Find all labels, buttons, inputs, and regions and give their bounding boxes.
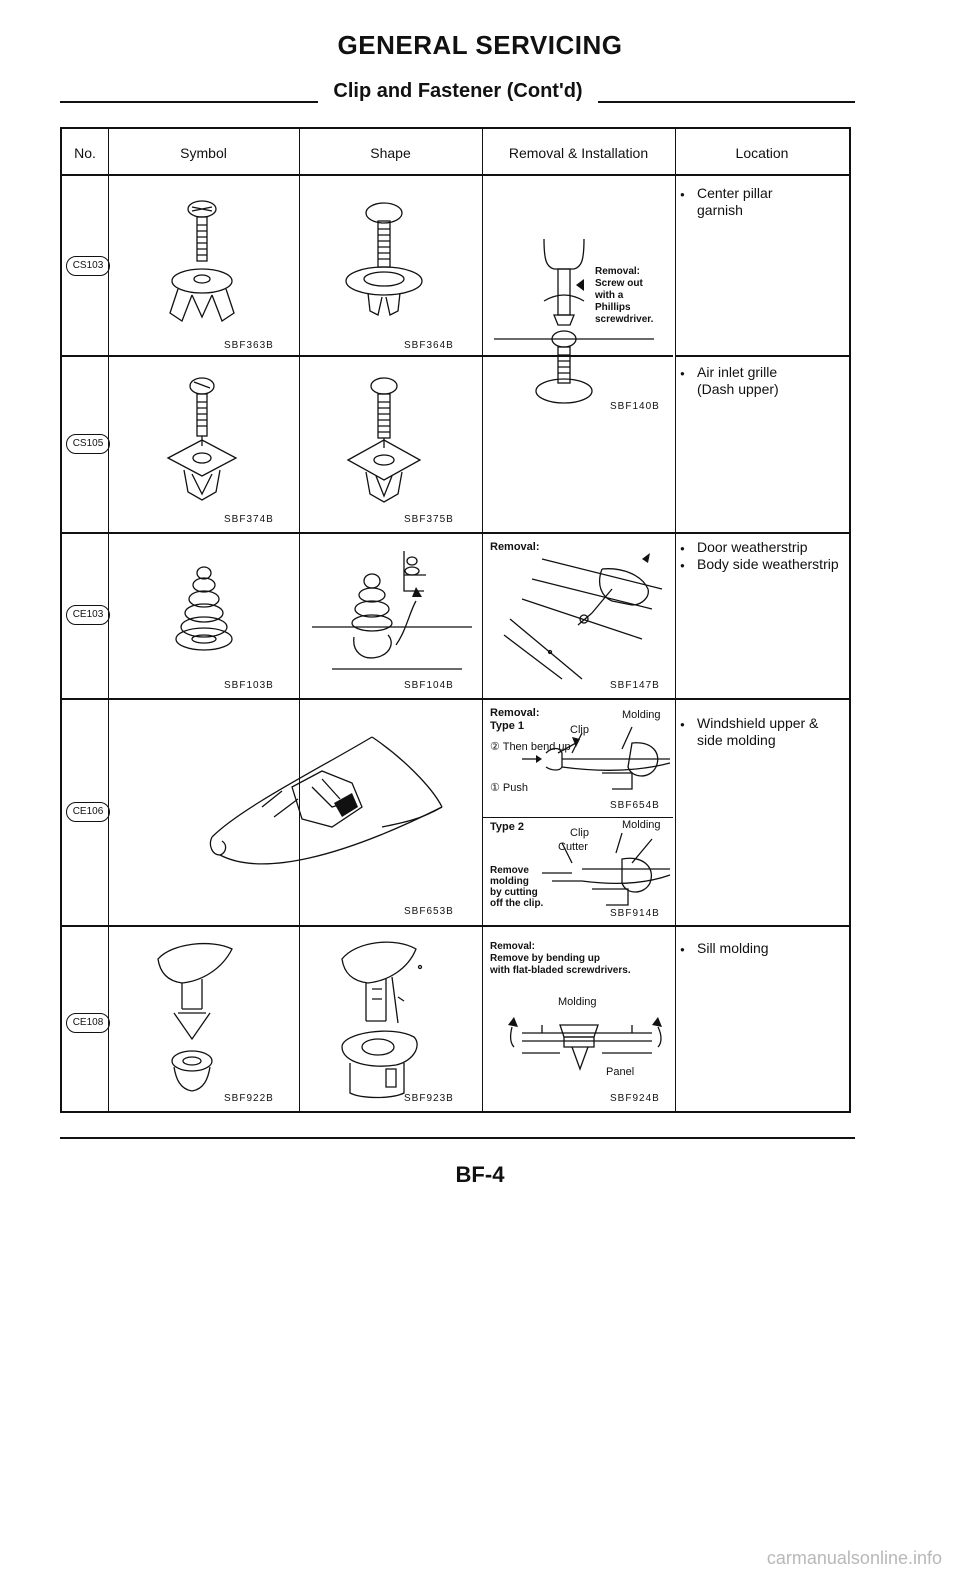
clip-shape-illustration xyxy=(342,374,432,504)
clip-symbol-illustration xyxy=(152,939,242,1099)
watermark: carmanualsonline.info xyxy=(766,1548,942,1568)
header-no: No. xyxy=(74,145,96,161)
molding-removal-type1-illustration xyxy=(502,723,672,795)
row-divider xyxy=(62,532,849,534)
figure-code: SBF147B xyxy=(610,680,660,691)
clip-symbol-illustration xyxy=(162,199,252,329)
step-push: ① Push xyxy=(490,782,528,794)
figure-code: SBF140B xyxy=(610,401,660,412)
page-title: GENERAL SERVICING xyxy=(337,30,623,60)
row-divider xyxy=(62,925,849,927)
location-text: ● Sill molding xyxy=(677,940,847,957)
location-text: ● Air inlet grille (Dash upper) xyxy=(677,364,847,398)
subtitle-row xyxy=(60,80,855,110)
figure-code: SBF375B xyxy=(404,514,454,525)
part-number-badge: CE106 xyxy=(66,802,110,822)
header-symbol: Symbol xyxy=(180,145,227,161)
row-divider xyxy=(675,355,849,357)
row-divider xyxy=(62,174,849,176)
figure-code: SBF914B xyxy=(610,908,660,919)
figure-code: SBF374B xyxy=(224,514,274,525)
row-divider xyxy=(62,698,849,700)
weatherstrip-clip-illustration xyxy=(312,551,472,681)
row-divider-type xyxy=(482,817,673,818)
page-number: BF-4 xyxy=(455,1162,505,1187)
panel-label: Panel xyxy=(606,1066,635,1078)
page-subtitle: Clip and Fastener (Cont'd) xyxy=(333,80,583,102)
removal-note: Removal: Remove by bending up with flat-bladed screwdrivers. xyxy=(490,941,631,976)
clip-shape-illustration xyxy=(332,937,442,1102)
col-divider xyxy=(299,129,300,1111)
footer-rule xyxy=(60,1137,855,1139)
subtitle-rule-right xyxy=(598,101,855,103)
header-removal: Removal & Installation xyxy=(508,145,649,161)
clip-label: Clip xyxy=(570,827,589,839)
step-bend-up: ② Then bend up xyxy=(490,741,571,753)
clip-symbol-illustration xyxy=(162,374,252,504)
sill-molding-removal-illustration xyxy=(502,1007,672,1077)
header-location: Location xyxy=(735,145,789,161)
type-label: Type 2 xyxy=(490,821,525,833)
figure-code: SBF923B xyxy=(404,1093,454,1104)
figure-code: SBF364B xyxy=(404,340,454,351)
molding-removal-type2-illustration xyxy=(532,829,672,909)
cutter-label: Cutter xyxy=(558,841,588,853)
clip-fastener-table xyxy=(60,127,851,1113)
removal-note: Removal: Screw out with a Phillips screwdriver. xyxy=(595,266,654,325)
header-shape: Shape xyxy=(370,145,411,161)
weatherstrip-removal-illustration xyxy=(492,549,672,684)
location-text: ● Windshield upper & side molding xyxy=(677,715,847,749)
subtitle-rule-left xyxy=(60,101,318,103)
clip-symbol-illustration xyxy=(164,561,244,661)
part-number-badge: CE108 xyxy=(66,1013,110,1033)
location-text: ● Door weatherstrip ● Body side weatherstrip xyxy=(677,539,847,573)
molding-label: Molding xyxy=(622,819,661,831)
part-number-badge: CS103 xyxy=(66,256,110,276)
figure-code: SBF922B xyxy=(224,1093,274,1104)
removal-label: Removal: xyxy=(490,541,540,553)
figure-code: SBF104B xyxy=(404,680,454,691)
clip-shape-illustration xyxy=(342,199,432,329)
col-divider xyxy=(675,129,676,1111)
figure-code: SBF924B xyxy=(610,1093,660,1104)
removal-label: Removal: xyxy=(490,707,540,719)
figure-code: SBF653B xyxy=(404,906,454,917)
location-text: ● Center pillar garnish xyxy=(677,185,847,219)
molding-label: Molding xyxy=(622,709,661,721)
col-divider xyxy=(482,129,483,1111)
figure-code: SBF103B xyxy=(224,680,274,691)
clip-label: Clip xyxy=(570,724,589,736)
removal-note: Remove molding by cutting off the clip. xyxy=(490,865,544,909)
part-number-badge: CE103 xyxy=(66,605,110,625)
figure-code: SBF363B xyxy=(224,340,274,351)
type-label: Type 1 xyxy=(490,720,525,732)
figure-code: SBF654B xyxy=(610,800,660,811)
part-number-badge: CS105 xyxy=(66,434,110,454)
molding-label: Molding xyxy=(558,996,597,1008)
molding-clip-illustration xyxy=(202,727,472,895)
